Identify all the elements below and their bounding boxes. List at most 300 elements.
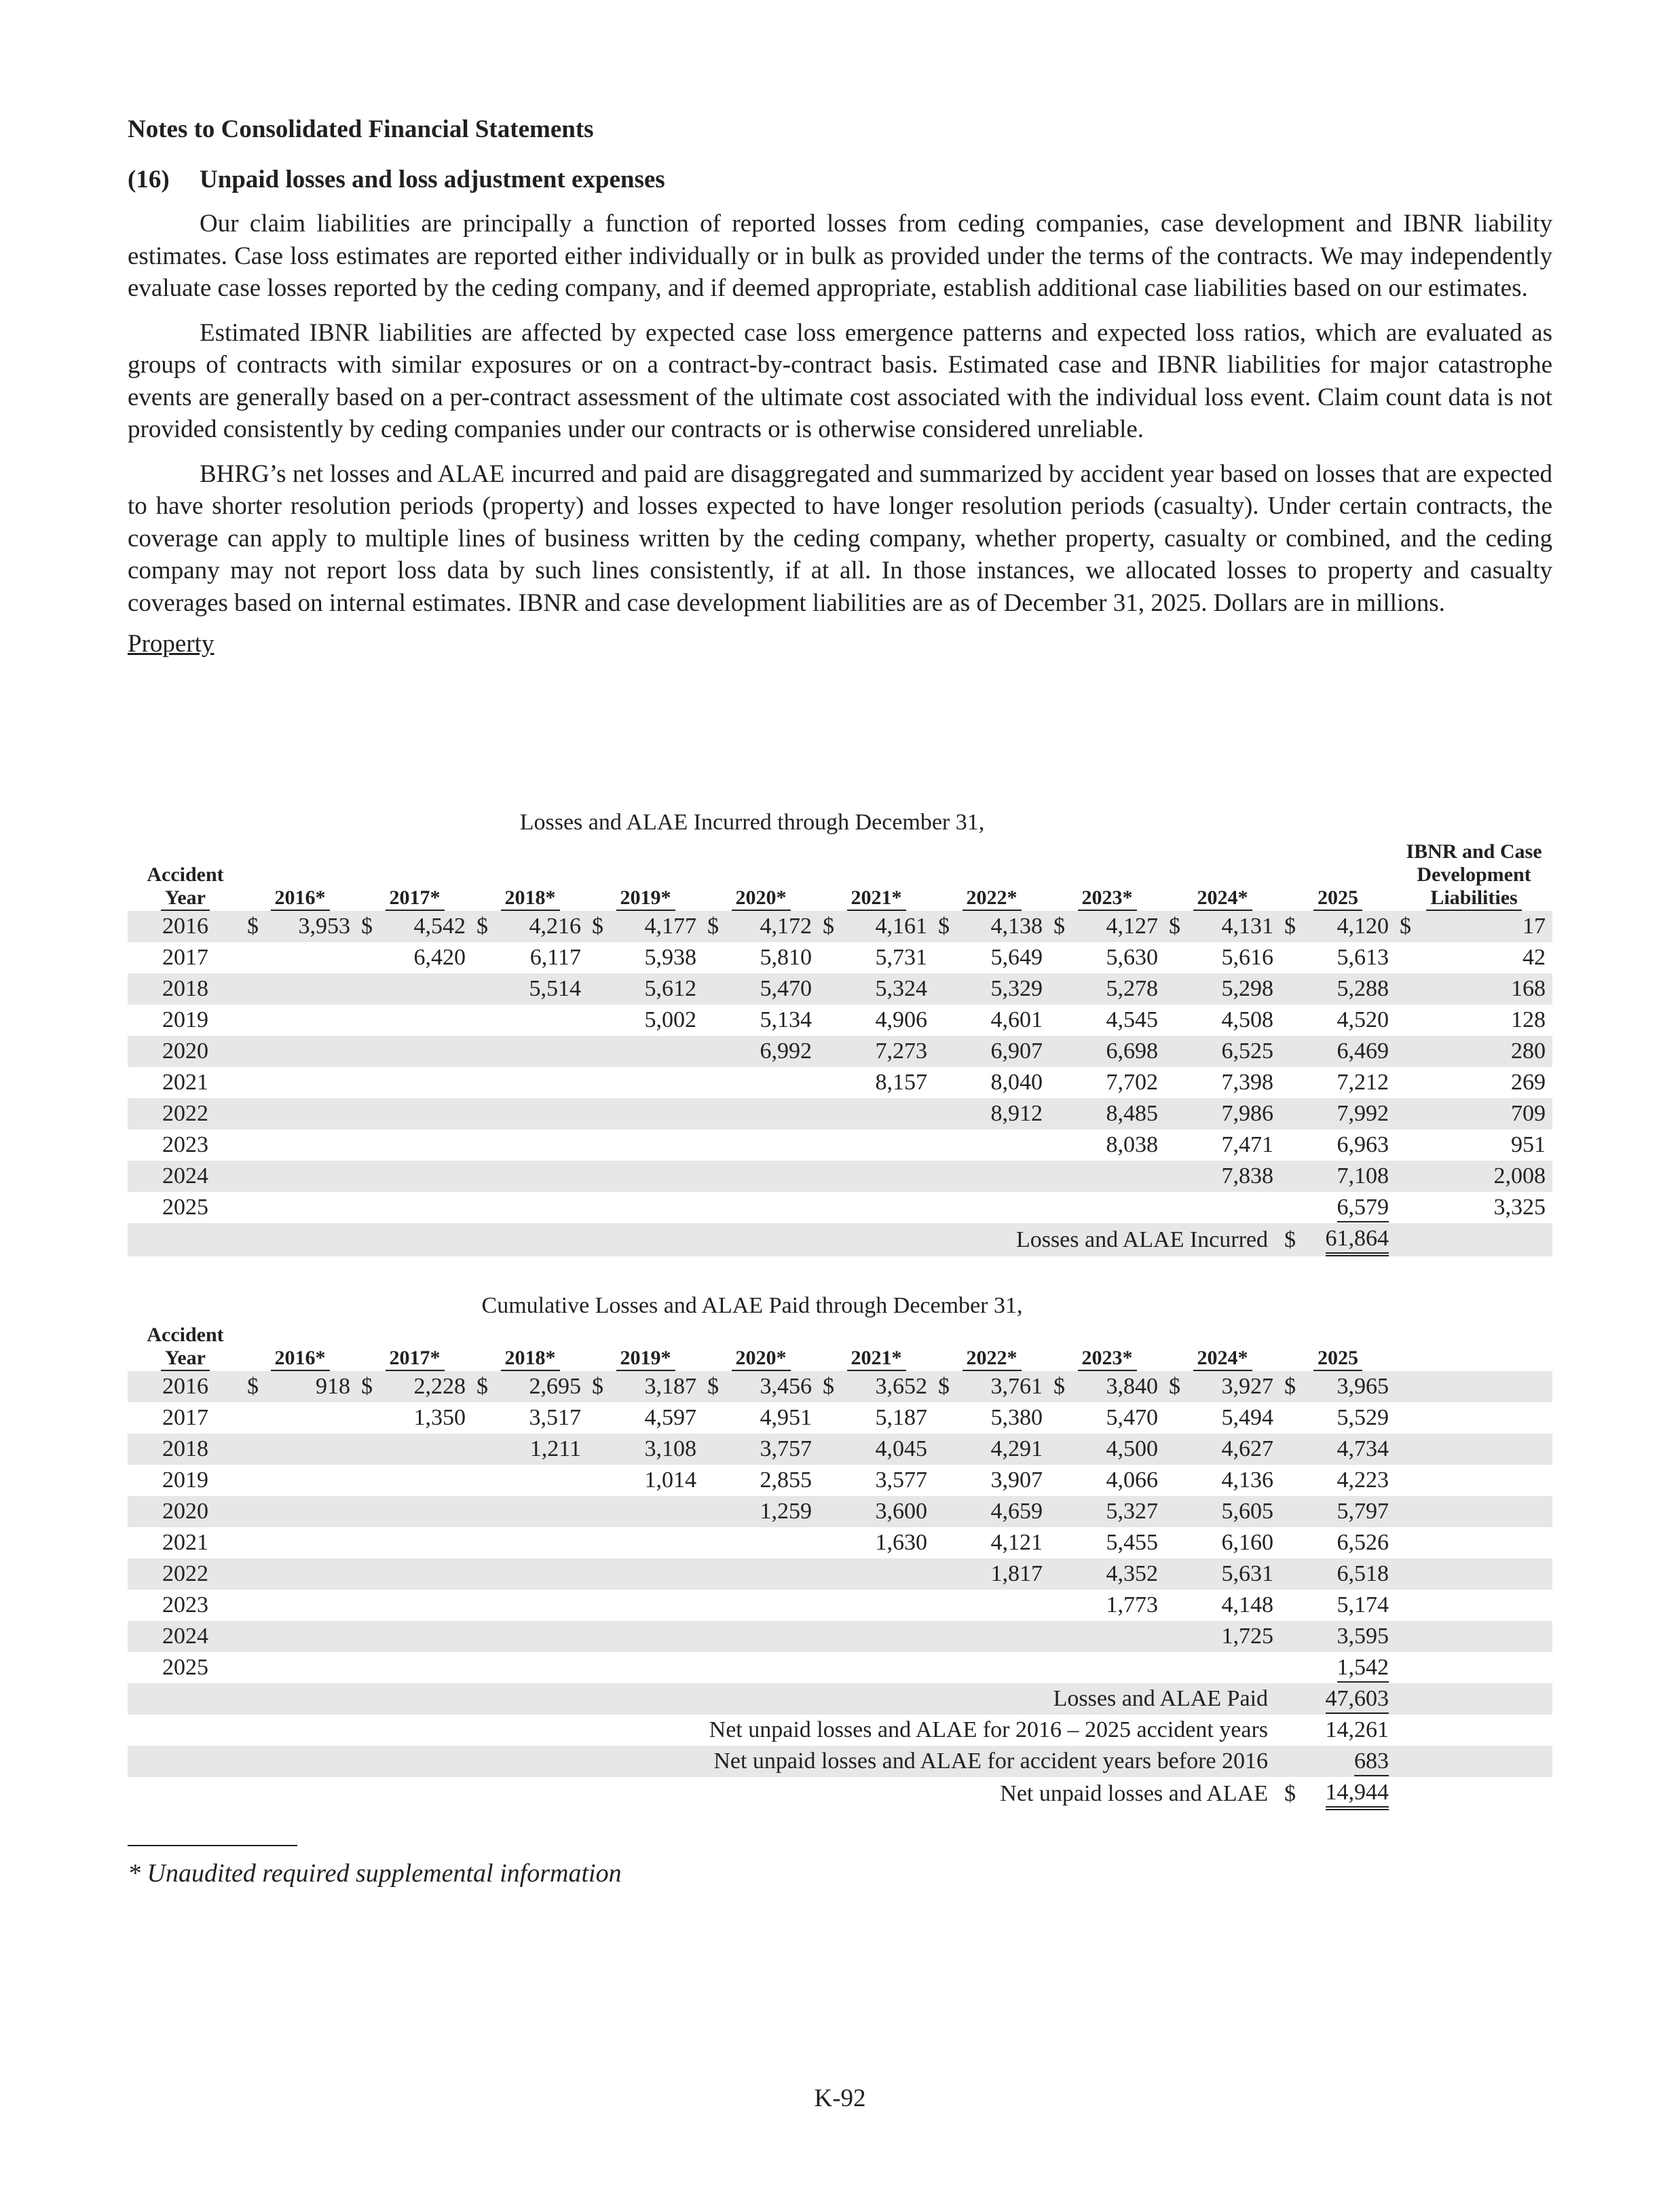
table-row bbox=[128, 973, 1552, 1005]
currency-cell bbox=[357, 1192, 377, 1223]
accident-year-header: Accident Year bbox=[128, 1324, 243, 1371]
value-cell: 5,002 bbox=[644, 1007, 696, 1032]
value-cell bbox=[724, 1558, 819, 1590]
currency-cell bbox=[1165, 1192, 1185, 1223]
currency-cell bbox=[1280, 1036, 1301, 1067]
currency-cell bbox=[243, 1465, 263, 1496]
page-number: K-92 bbox=[814, 2084, 866, 2112]
spacer-cell bbox=[1416, 1777, 1552, 1810]
ibnr-value-cell: 269 bbox=[1511, 1070, 1546, 1095]
value-cell bbox=[263, 1005, 357, 1036]
value-cell: 6,160 bbox=[1221, 1530, 1273, 1555]
value-cell bbox=[954, 1192, 1049, 1223]
value-cell bbox=[1185, 1652, 1280, 1683]
currency-cell bbox=[1049, 1129, 1070, 1161]
value-cell bbox=[377, 1652, 472, 1683]
value-cell: 5,529 bbox=[1337, 1405, 1389, 1430]
currency-cell bbox=[819, 1098, 839, 1129]
currency-cell bbox=[703, 1067, 724, 1098]
column-header: 2016* bbox=[243, 1324, 357, 1371]
value-cell: 4,066 bbox=[1106, 1467, 1158, 1493]
currency-cell bbox=[243, 1558, 263, 1590]
accident-year-cell: 2019 bbox=[162, 1007, 208, 1032]
table-row bbox=[128, 1036, 1552, 1067]
accident-year-cell: 2020 bbox=[128, 1036, 243, 1067]
column-header: 2023* bbox=[1049, 1324, 1165, 1371]
currency-cell bbox=[703, 973, 724, 1005]
paid-caption: Cumulative Losses and ALAE Paid through December 31, bbox=[481, 1293, 1023, 1318]
value-cell bbox=[493, 1098, 588, 1129]
currency-cell bbox=[819, 1067, 839, 1098]
currency-cell bbox=[588, 1527, 608, 1558]
spacer-cell bbox=[1396, 1223, 1416, 1256]
currency-cell bbox=[1049, 1590, 1070, 1621]
table-row bbox=[128, 1067, 1552, 1098]
summary-value: 14,261 bbox=[1325, 1717, 1389, 1742]
value-cell bbox=[839, 1161, 934, 1192]
value-cell: 5,298 bbox=[1185, 973, 1280, 1005]
currency-cell bbox=[1165, 973, 1185, 1005]
currency-cell bbox=[1049, 1067, 1070, 1098]
value-cell bbox=[493, 1067, 588, 1098]
value-cell bbox=[263, 1192, 357, 1223]
currency-cell bbox=[819, 1434, 839, 1465]
accident-year-cell: 2021 bbox=[162, 1070, 208, 1095]
currency-cell bbox=[1049, 1621, 1070, 1652]
value-cell: 5,288 bbox=[1301, 973, 1396, 1005]
currency-cell bbox=[1049, 1652, 1070, 1683]
currency-cell bbox=[934, 1590, 954, 1621]
currency-cell bbox=[472, 1067, 493, 1098]
currency-cell bbox=[243, 1590, 263, 1621]
spacer-cell bbox=[1396, 1434, 1416, 1465]
value-cell: 3,953 bbox=[263, 911, 357, 942]
currency-cell bbox=[703, 1161, 724, 1192]
currency-cell bbox=[1165, 1590, 1185, 1621]
value-cell: 5,810 bbox=[760, 945, 812, 970]
accident-year-header: Accident Year bbox=[128, 840, 243, 911]
value-cell: 918 bbox=[263, 1371, 357, 1402]
currency-cell bbox=[934, 1036, 954, 1067]
currency-cell bbox=[934, 973, 954, 1005]
value-cell: 6,525 bbox=[1185, 1036, 1280, 1067]
currency-cell bbox=[243, 1067, 263, 1098]
value-cell bbox=[1185, 1192, 1280, 1223]
value-cell: 2,855 bbox=[760, 1467, 812, 1493]
accident-year-cell: 2017 bbox=[162, 1405, 208, 1430]
column-header: 2016* bbox=[243, 840, 357, 911]
currency-cell bbox=[703, 1496, 724, 1527]
value-cell bbox=[377, 1527, 472, 1558]
currency-cell bbox=[243, 1129, 263, 1161]
paragraph-2: Estimated IBNR liabilities are affected by expected case loss emergence patterns and expected loss ratios, which are evaluated as groups of contracts with similar exposures or on a contract-by-contract basis. Estimated case and IBNR liabilities for major catastrophe events are generally based on a per-contract assessment of the ultimate cost associated with the individual loss event. Claim count data is not provided consistently by ceding companies under our contracts or is otherwise considered unreliable. bbox=[128, 318, 1552, 443]
currency-cell bbox=[934, 942, 954, 973]
summary-row bbox=[128, 1777, 1552, 1810]
currency-cell bbox=[357, 1434, 377, 1465]
summary-label: Losses and ALAE Incurred bbox=[128, 1223, 1280, 1256]
value-cell bbox=[839, 1129, 934, 1161]
currency-cell bbox=[703, 942, 724, 973]
currency-cell bbox=[472, 1192, 493, 1223]
value-cell: 3,652 bbox=[839, 1371, 934, 1402]
currency-cell bbox=[588, 1005, 608, 1036]
currency-cell bbox=[934, 1098, 954, 1129]
currency-cell bbox=[1165, 1036, 1185, 1067]
currency-cell: $ bbox=[934, 911, 954, 942]
spacer-cell bbox=[1416, 1590, 1552, 1621]
currency-cell bbox=[357, 1465, 377, 1496]
currency-cell bbox=[1049, 1192, 1070, 1223]
spacer-cell bbox=[1396, 1683, 1416, 1715]
value-cell: 4,520 bbox=[1337, 1007, 1389, 1032]
table-row bbox=[128, 1465, 1552, 1496]
accident-year-cell: 2022 bbox=[128, 1098, 243, 1129]
value-cell: 6,963 bbox=[1337, 1132, 1389, 1157]
table-row bbox=[128, 942, 1552, 973]
currency-cell bbox=[703, 1192, 724, 1223]
currency-cell bbox=[472, 1465, 493, 1496]
value-cell: 6,579 bbox=[1301, 1192, 1396, 1223]
accident-year-cell: 2019 bbox=[162, 1467, 208, 1493]
currency-cell bbox=[472, 1036, 493, 1067]
value-cell: 3,757 bbox=[724, 1434, 819, 1465]
column-header: 2022* bbox=[934, 840, 1049, 911]
table-row bbox=[128, 1129, 1552, 1161]
currency-cell bbox=[1165, 1161, 1185, 1192]
value-cell: 5,616 bbox=[1221, 945, 1273, 970]
summary-value: 683 bbox=[1301, 1746, 1396, 1777]
incurred-table bbox=[128, 840, 1552, 1256]
value-cell: 4,508 bbox=[1221, 1007, 1273, 1032]
currency-cell bbox=[819, 1129, 839, 1161]
value-cell: 4,734 bbox=[1301, 1434, 1396, 1465]
spacer-cell bbox=[1396, 1527, 1416, 1558]
spacer-cell bbox=[1416, 1715, 1552, 1746]
value-cell bbox=[263, 1098, 357, 1129]
currency-cell bbox=[472, 1652, 493, 1683]
currency-cell bbox=[1165, 1621, 1185, 1652]
currency-cell bbox=[1280, 973, 1301, 1005]
currency-cell bbox=[472, 1527, 493, 1558]
value-cell bbox=[724, 1067, 819, 1098]
value-cell bbox=[263, 1558, 357, 1590]
currency-cell bbox=[934, 1005, 954, 1036]
footnote-divider bbox=[128, 1845, 297, 1846]
currency-cell bbox=[1049, 1496, 1070, 1527]
currency-cell: $ bbox=[1280, 1371, 1301, 1402]
accident-year-cell: 2023 bbox=[162, 1132, 208, 1157]
currency-cell bbox=[934, 1434, 954, 1465]
currency-cell: $ bbox=[1280, 911, 1301, 942]
currency-cell bbox=[357, 1067, 377, 1098]
spacer-cell bbox=[1396, 1621, 1416, 1652]
value-cell: 4,172 bbox=[724, 911, 819, 942]
currency-cell: $ bbox=[472, 1371, 493, 1402]
currency-cell bbox=[703, 1621, 724, 1652]
currency-cell bbox=[703, 1402, 724, 1434]
column-header: 2021* bbox=[819, 840, 934, 911]
currency-cell bbox=[1280, 1098, 1301, 1129]
value-cell: 5,324 bbox=[839, 973, 934, 1005]
spacer-cell bbox=[1396, 1777, 1416, 1810]
currency-cell bbox=[472, 1590, 493, 1621]
currency-cell bbox=[588, 1161, 608, 1192]
currency-cell bbox=[1049, 1558, 1070, 1590]
currency-cell bbox=[703, 1590, 724, 1621]
summary-label: Net unpaid losses and ALAE bbox=[1000, 1780, 1268, 1806]
currency-cell bbox=[357, 1496, 377, 1527]
currency-cell bbox=[472, 1402, 493, 1434]
value-cell: 1,725 bbox=[1185, 1621, 1280, 1652]
column-header: 2017* bbox=[357, 1324, 472, 1371]
value-cell: 4,121 bbox=[990, 1530, 1043, 1555]
value-cell bbox=[724, 1590, 819, 1621]
table-row bbox=[128, 911, 1552, 942]
ibnr-value-cell: 17 bbox=[1416, 911, 1552, 942]
value-cell: 4,906 bbox=[875, 1007, 927, 1032]
summary-label: Losses and ALAE Paid bbox=[128, 1683, 1280, 1715]
value-cell bbox=[377, 1590, 472, 1621]
summary-row bbox=[128, 1683, 1552, 1715]
value-cell bbox=[608, 1129, 703, 1161]
currency-cell bbox=[819, 1527, 839, 1558]
value-cell bbox=[839, 1192, 934, 1223]
spacer-cell bbox=[1416, 1465, 1552, 1496]
currency-cell bbox=[934, 1621, 954, 1652]
value-cell: 4,500 bbox=[1070, 1434, 1165, 1465]
currency-cell: $ bbox=[357, 1371, 377, 1402]
currency-cell bbox=[357, 1590, 377, 1621]
currency-cell bbox=[1165, 1067, 1185, 1098]
currency-cell bbox=[588, 1621, 608, 1652]
value-cell: 5,613 bbox=[1337, 945, 1389, 970]
value-cell bbox=[377, 1465, 472, 1496]
value-cell: 3,907 bbox=[990, 1467, 1043, 1493]
currency-cell bbox=[703, 1527, 724, 1558]
value-cell: 5,797 bbox=[1301, 1496, 1396, 1527]
value-cell: 5,455 bbox=[1106, 1530, 1158, 1555]
column-header: 2025 bbox=[1280, 1324, 1396, 1371]
value-cell: 1,542 bbox=[1301, 1652, 1396, 1683]
note-number: (16) bbox=[128, 166, 170, 193]
column-header: 2024* bbox=[1165, 840, 1280, 911]
currency-cell bbox=[1396, 1067, 1416, 1098]
value-cell: 7,702 bbox=[1106, 1070, 1158, 1095]
column-header: 2020* bbox=[703, 840, 819, 911]
value-cell: 5,631 bbox=[1185, 1558, 1280, 1590]
currency-cell bbox=[1280, 1129, 1301, 1161]
footnote: * Unaudited required supplemental information bbox=[128, 1859, 622, 1888]
value-cell bbox=[493, 1496, 588, 1527]
currency-cell bbox=[1396, 1098, 1416, 1129]
spacer-cell bbox=[1416, 1683, 1552, 1715]
value-cell: 7,986 bbox=[1185, 1098, 1280, 1129]
currency-cell bbox=[357, 1129, 377, 1161]
accident-year-cell: 2017 bbox=[162, 945, 208, 970]
summary-value: 47,603 bbox=[1301, 1683, 1396, 1715]
value-cell bbox=[263, 1465, 357, 1496]
currency-cell bbox=[703, 1036, 724, 1067]
currency-cell bbox=[243, 973, 263, 1005]
currency-cell bbox=[588, 942, 608, 973]
table-row bbox=[128, 1590, 1552, 1621]
currency-cell bbox=[703, 1098, 724, 1129]
value-cell: 8,912 bbox=[954, 1098, 1049, 1129]
currency-cell bbox=[703, 1558, 724, 1590]
spacer-cell bbox=[1396, 1590, 1416, 1621]
value-cell: 5,470 bbox=[1106, 1405, 1158, 1430]
currency-cell bbox=[1049, 1402, 1070, 1434]
currency-cell: $ bbox=[703, 911, 724, 942]
accident-year-cell: 2025 bbox=[162, 1195, 208, 1220]
value-cell: 1,014 bbox=[644, 1467, 696, 1493]
currency-cell bbox=[1049, 973, 1070, 1005]
currency-cell bbox=[1280, 1590, 1301, 1621]
value-cell bbox=[263, 973, 357, 1005]
currency-cell bbox=[819, 1005, 839, 1036]
note-heading bbox=[128, 164, 1552, 195]
spacer-cell bbox=[1396, 1402, 1416, 1434]
accident-year-cell: 2023 bbox=[162, 1592, 208, 1617]
currency-cell bbox=[357, 1527, 377, 1558]
value-cell: 6,992 bbox=[724, 1036, 819, 1067]
table-row bbox=[128, 1621, 1552, 1652]
value-cell: 4,352 bbox=[1070, 1558, 1165, 1590]
currency-cell bbox=[934, 1465, 954, 1496]
accident-year-cell: 2025 bbox=[162, 1655, 208, 1680]
currency-cell bbox=[243, 942, 263, 973]
currency-cell: $ bbox=[1049, 1371, 1070, 1402]
value-cell: 5,630 bbox=[1106, 945, 1158, 970]
column-header: 2018* bbox=[472, 1324, 588, 1371]
column-header: 2019* bbox=[588, 840, 703, 911]
value-cell: 3,927 bbox=[1185, 1371, 1280, 1402]
currency-cell bbox=[243, 1621, 263, 1652]
currency-cell bbox=[819, 1621, 839, 1652]
currency-cell bbox=[1280, 1652, 1301, 1683]
value-cell bbox=[377, 1192, 472, 1223]
value-cell: 2,695 bbox=[493, 1371, 588, 1402]
currency-cell: $ bbox=[1049, 911, 1070, 942]
value-cell bbox=[377, 1558, 472, 1590]
currency-cell bbox=[472, 1558, 493, 1590]
currency-cell bbox=[357, 942, 377, 973]
currency-cell: $ bbox=[934, 1371, 954, 1402]
section-label-property[interactable]: Property bbox=[128, 630, 214, 658]
currency-cell: $ bbox=[1396, 911, 1416, 942]
ibnr-value-cell: 951 bbox=[1511, 1132, 1546, 1157]
currency-cell bbox=[588, 1434, 608, 1465]
value-cell bbox=[377, 1005, 472, 1036]
currency-cell bbox=[1049, 1005, 1070, 1036]
value-cell bbox=[608, 1652, 703, 1683]
currency-cell bbox=[1049, 1098, 1070, 1129]
currency-cell bbox=[1396, 942, 1416, 973]
value-cell: 5,470 bbox=[724, 973, 819, 1005]
currency-cell bbox=[1165, 1005, 1185, 1036]
summary-value: 14,944 bbox=[1301, 1777, 1396, 1810]
value-cell: 4,223 bbox=[1337, 1467, 1389, 1493]
value-cell bbox=[608, 1621, 703, 1652]
currency-cell bbox=[472, 1161, 493, 1192]
value-cell bbox=[608, 1036, 703, 1067]
currency-cell bbox=[1165, 1465, 1185, 1496]
value-cell bbox=[493, 1005, 588, 1036]
value-cell bbox=[493, 1129, 588, 1161]
currency-cell bbox=[703, 1465, 724, 1496]
currency-cell bbox=[243, 1192, 263, 1223]
value-cell: 8,040 bbox=[990, 1070, 1043, 1095]
currency-cell bbox=[1049, 1434, 1070, 1465]
accident-year-cell: 2021 bbox=[162, 1530, 208, 1555]
ibnr-value-cell: 2,008 bbox=[1416, 1161, 1552, 1192]
value-cell: 6,518 bbox=[1301, 1558, 1396, 1590]
spacer-cell bbox=[1416, 1746, 1552, 1777]
value-cell bbox=[954, 1161, 1049, 1192]
currency-cell bbox=[934, 1527, 954, 1558]
currency-cell: $ bbox=[588, 1371, 608, 1402]
currency-cell bbox=[1396, 1192, 1416, 1223]
value-cell: 1,211 bbox=[493, 1434, 588, 1465]
value-cell bbox=[954, 1590, 1049, 1621]
ibnr-value-cell: 128 bbox=[1511, 1007, 1546, 1032]
value-cell bbox=[263, 1067, 357, 1098]
spacer-cell bbox=[1396, 1558, 1416, 1590]
value-cell bbox=[724, 1527, 819, 1558]
accident-year-cell: 2016 bbox=[128, 1371, 243, 1402]
currency-cell bbox=[1280, 1067, 1301, 1098]
currency-cell: $ bbox=[819, 911, 839, 942]
value-cell: 3,456 bbox=[724, 1371, 819, 1402]
value-cell: 6,698 bbox=[1070, 1036, 1165, 1067]
value-cell: 4,138 bbox=[954, 911, 1049, 942]
currency-cell: $ bbox=[1284, 1780, 1296, 1806]
accident-year-cell: 2024 bbox=[128, 1161, 243, 1192]
currency-cell bbox=[243, 1036, 263, 1067]
value-cell: 7,992 bbox=[1301, 1098, 1396, 1129]
value-cell: 5,278 bbox=[1070, 973, 1165, 1005]
page-body bbox=[128, 114, 1552, 660]
value-cell bbox=[263, 1652, 357, 1683]
currency-cell bbox=[934, 1161, 954, 1192]
value-cell: 3,840 bbox=[1070, 1371, 1165, 1402]
value-cell: 4,659 bbox=[954, 1496, 1049, 1527]
value-cell: 4,601 bbox=[990, 1007, 1043, 1032]
ibnr-value-cell: 168 bbox=[1416, 973, 1552, 1005]
currency-cell bbox=[934, 1652, 954, 1683]
currency-cell: $ bbox=[819, 1371, 839, 1402]
value-cell: 8,157 bbox=[875, 1070, 927, 1095]
currency-cell bbox=[472, 1005, 493, 1036]
currency-cell bbox=[1165, 1098, 1185, 1129]
spacer-cell bbox=[1396, 1652, 1416, 1683]
value-cell: 5,494 bbox=[1221, 1405, 1273, 1430]
currency-cell bbox=[819, 1402, 839, 1434]
table-row bbox=[128, 1371, 1552, 1402]
currency-cell bbox=[819, 942, 839, 973]
currency-cell bbox=[703, 1434, 724, 1465]
column-header: 2023* bbox=[1049, 840, 1165, 911]
value-cell: 3,595 bbox=[1301, 1621, 1396, 1652]
value-cell: 3,577 bbox=[875, 1467, 927, 1493]
value-cell bbox=[263, 1590, 357, 1621]
currency-cell bbox=[472, 1434, 493, 1465]
accident-year-cell: 2016 bbox=[128, 911, 243, 942]
value-cell bbox=[608, 1161, 703, 1192]
currency-cell bbox=[357, 1402, 377, 1434]
currency-cell bbox=[1280, 942, 1301, 973]
currency-cell bbox=[243, 1005, 263, 1036]
